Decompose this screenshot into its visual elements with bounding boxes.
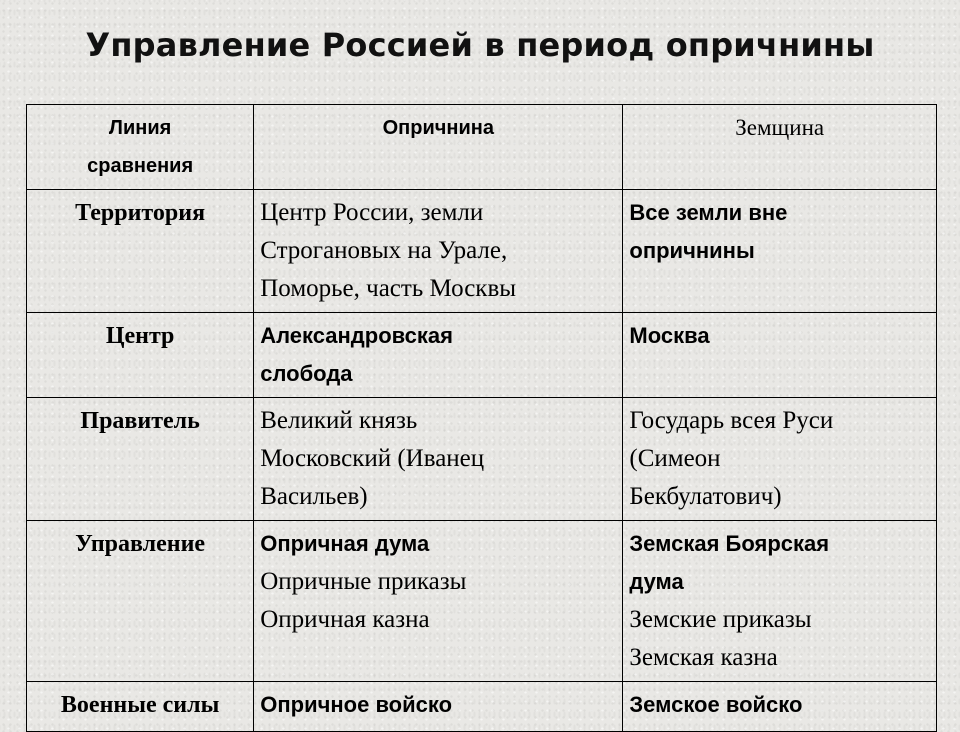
header-comparison-line — [27, 105, 254, 190]
cell-line: Москва — [629, 323, 710, 348]
cell-line: Великий князь — [260, 407, 418, 434]
cell-line: дума — [629, 569, 684, 594]
header-row — [27, 105, 937, 190]
cell-oprichnina-governance — [254, 521, 623, 682]
slide-title: Управление Россией в период опричнины — [85, 26, 875, 64]
cell-line: Бекбулатович) — [629, 483, 782, 510]
cell-line: Опричные приказы — [260, 568, 467, 595]
table-row-governance — [27, 521, 937, 682]
cell-oprichnina-territory — [254, 190, 623, 313]
cell-line: Земская казна — [629, 644, 778, 671]
cell-line: (Симеон — [629, 445, 721, 472]
comparison-table — [26, 104, 937, 732]
cell-oprichnina-ruler — [254, 398, 623, 521]
cell-zemshchina-center — [623, 313, 937, 398]
row-label-governance: Управление — [27, 521, 254, 682]
cell-line: Опричная казна — [260, 606, 430, 633]
cell-oprichnina-center — [254, 313, 623, 398]
table-row-military — [27, 682, 937, 732]
cell-zemshchina-governance — [623, 521, 937, 682]
cell-line: Государь всея Руси — [629, 407, 834, 434]
cell-oprichnina-military — [254, 682, 623, 732]
cell-line: Опричное войско — [260, 692, 453, 717]
cell-line: Все земли вне — [629, 200, 788, 225]
cell-line: Строгановых на Урале, — [260, 237, 508, 264]
table-row-center — [27, 313, 937, 398]
header-zemshchina: Земщина — [623, 105, 937, 190]
cell-line: Земские приказы — [629, 606, 812, 633]
header-line-word-2: сравнения — [87, 155, 194, 177]
cell-line: опричнины — [629, 238, 755, 263]
table-row-ruler — [27, 398, 937, 521]
cell-line: Земское войско — [629, 692, 803, 717]
row-label-ruler: Правитель — [27, 398, 254, 521]
header-line-word-1: Линия — [108, 117, 172, 139]
cell-line: Васильев) — [260, 483, 368, 510]
table-row-territory — [27, 190, 937, 313]
cell-zemshchina-ruler — [623, 398, 937, 521]
cell-zemshchina-territory — [623, 190, 937, 313]
cell-line: Московский (Иванец — [260, 445, 485, 472]
cell-line: Опричная дума — [260, 531, 430, 556]
header-oprichnina: Опричнина — [254, 105, 623, 190]
cell-line: Поморье, часть Москвы — [260, 275, 517, 302]
row-label-center: Центр — [27, 313, 254, 398]
cell-zemshchina-military — [623, 682, 937, 732]
row-label-territory: Территория — [27, 190, 254, 313]
cell-line: слобода — [260, 361, 353, 386]
cell-line: Земская Боярская — [629, 531, 830, 556]
row-label-military: Военные силы — [27, 682, 254, 732]
cell-line: Александровская — [260, 323, 453, 348]
cell-line: Центр России, земли — [260, 199, 484, 226]
